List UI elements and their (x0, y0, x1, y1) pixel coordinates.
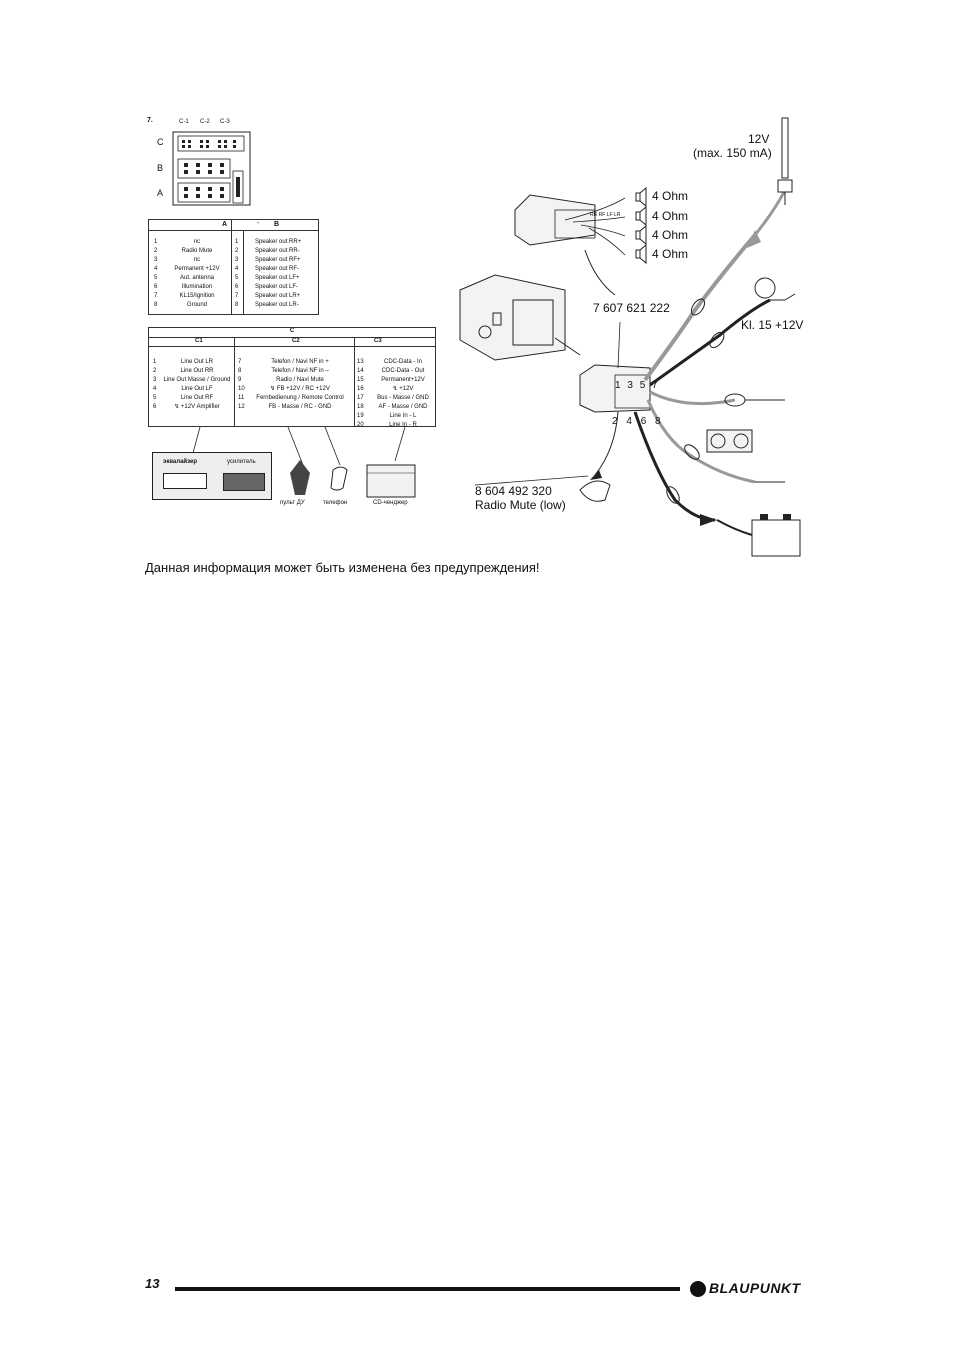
c2-rows: Telefon / Navi NF in + Telefon / Navi NF in – Radio / Navi Mute ↯ FB +12V / RC +12V Fernbedienung / Remote Control FB - Masse / RC - GND (256, 359, 344, 410)
mute-label: Radio Mute (low) (475, 498, 566, 512)
connector-row-c: C (157, 137, 164, 147)
switch-icon: ↯ (174, 404, 180, 410)
pinout-table-c (148, 327, 436, 427)
cable-part-number: 7 607 621 222 (593, 301, 670, 315)
page-number: 13 (145, 1276, 160, 1291)
col-divider (243, 230, 244, 314)
header-dash: - (257, 220, 260, 227)
col-divider (354, 337, 355, 426)
switch-icon: ↯ (392, 386, 398, 392)
b-numbers: 1 2 3 4 5 6 7 8 (235, 239, 239, 308)
connector-label-c2: C-2 (200, 119, 210, 125)
b-rows: Speaker out RR+ Speaker out RR- Speaker out RF+ Speaker out RF- Speaker out LF+ Speaker out LF- Speaker out LR+ Speaker out LR- (255, 239, 302, 308)
speaker-impedance-1: 4 Ohm (652, 189, 689, 203)
subheader-c3: C3 (374, 338, 382, 344)
switch-icon: ↯ (270, 386, 276, 392)
pinout-table-ab (148, 219, 319, 315)
c3-numbers: 13 14 15 16 17 18 19 20 (357, 359, 364, 428)
footer-rule (175, 1287, 680, 1291)
brand-dot-icon (690, 1281, 706, 1297)
amplifier-label: усилитель (227, 459, 256, 465)
antenna-current: (max. 150 mA) (693, 146, 772, 160)
connector-label-c1: C-1 (179, 119, 189, 125)
table-ab-header (149, 220, 318, 231)
speaker-impedance-3: 4 Ohm (652, 228, 689, 242)
equalizer-label: эквалайзер (163, 459, 198, 465)
pins-bottom: 2 4 6 8 (612, 416, 664, 427)
speaker-impedance-4: 4 Ohm (652, 247, 689, 261)
connector-diagram (150, 115, 260, 210)
col-divider (231, 220, 232, 314)
subheader-c1: C1 (195, 338, 203, 344)
remote-label: пульт ДУ (280, 500, 305, 506)
figure-number: 7. (147, 117, 153, 124)
col-divider (234, 337, 235, 426)
header-b: B (274, 221, 280, 228)
equalizer-device (163, 473, 207, 489)
speaker-impedance-2: 4 Ohm (652, 209, 689, 223)
connector-label-c3: C-3 (220, 119, 230, 125)
speaker-plug-labels: RR RF LF LR (590, 212, 621, 218)
amplifier-device (223, 473, 265, 491)
remote-shape (290, 460, 310, 495)
brand-logo: BLAUPUNKT (709, 1280, 801, 1296)
c3-rows: CDC-Data - In CDC-Data - Out Permanent+12V ↯ +12V Bus - Masse / GND AF - Masse / GND Line In - L Line In - R (377, 359, 429, 428)
header-a: A (222, 221, 228, 228)
mute-part-number: 8 604 492 320 (475, 484, 552, 498)
connector-row-b: B (157, 163, 164, 173)
connector-row-a: A (157, 188, 164, 198)
disclaimer-note: Данная информация может быть изменена без предупреждения! (145, 560, 540, 575)
cd-changer-label: CD-ченджер (373, 500, 408, 506)
c1-numbers: 1 2 3 4 5 6 (153, 359, 157, 410)
ignition-label: Kl. 15 +12V (741, 318, 804, 332)
phone-label: телефон (323, 500, 348, 506)
c2-numbers: 7 8 9 10 11 12 (238, 359, 245, 410)
subheader-c2: C2 (292, 338, 300, 344)
a-rows: nc Radio Mute nc Permanent +12V Aut. antenna Illumination KL15/Ignition Ground (174, 239, 220, 308)
pins-top: 1 3 5 7 (615, 380, 660, 391)
battery-icon (752, 520, 800, 556)
table-c-header: C (149, 328, 435, 338)
equalizer-amplifier-box (152, 452, 272, 500)
a-numbers: 1 2 3 4 5 6 7 8 (154, 239, 158, 308)
connector-outline (170, 129, 255, 209)
antenna-voltage: 12V (748, 132, 770, 146)
c1-rows: Line Out LR Line Out RR Line Out Masse / Ground Line Out LF Line Out RF ↯ +12V Amplifier (163, 359, 231, 410)
